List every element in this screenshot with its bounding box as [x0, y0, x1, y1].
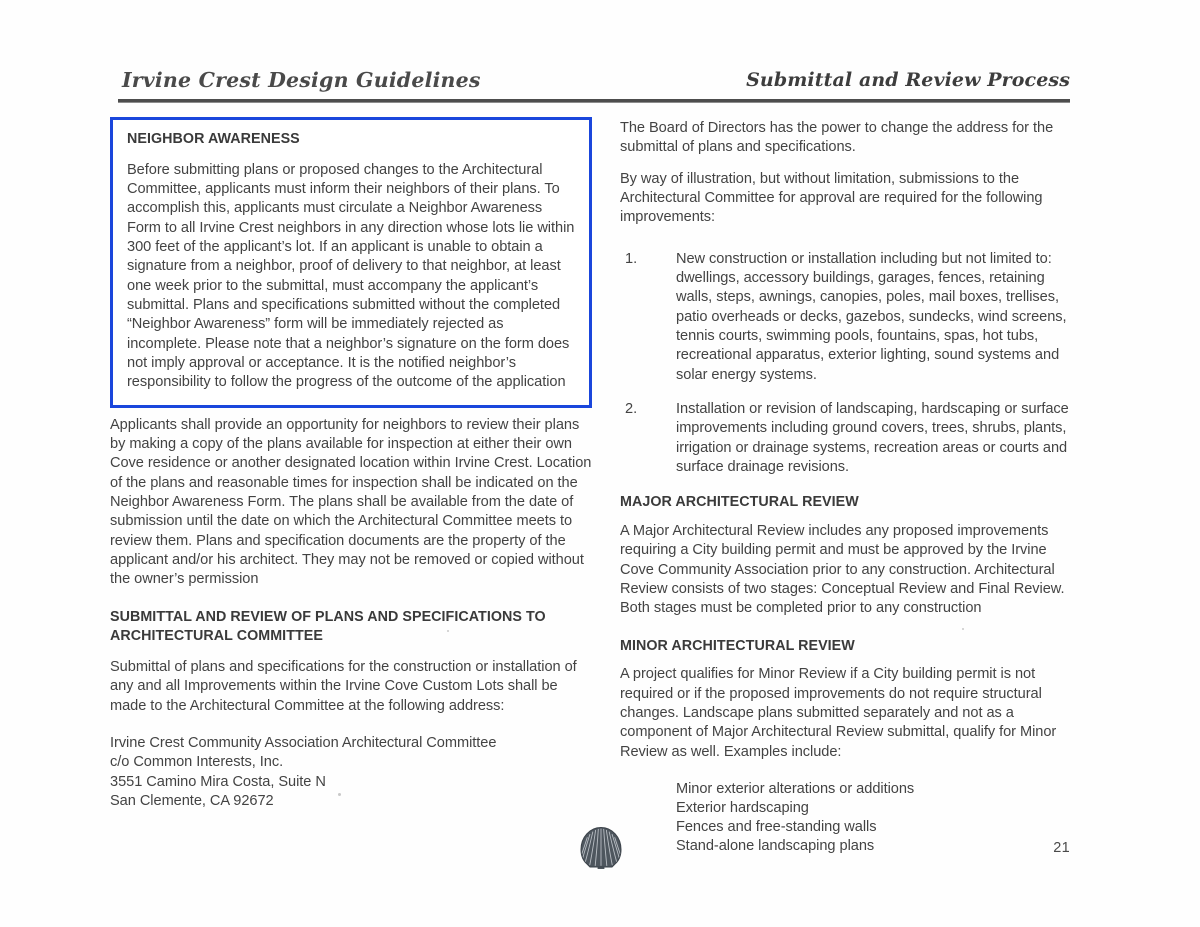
list-item-text: Installation or revision of landscaping, hardscaping or surface improvements including ground covers, trees, shrubs, plants, irrigation or drainage systems, recreation areas or courts and surface drainage revisions. — [676, 400, 1069, 475]
header-section-title: Submittal and Review Process — [746, 69, 1070, 91]
minor-architectural-review-paragraph: A project qualifies for Minor Review if a City building permit is not required or if the proposed improvements do not require structural changes. Landscape plans submitted separately and not as a component of Major Architectural Review submittal, qualify for Minor Review as well. Examples include: — [620, 666, 1057, 760]
left-column — [110, 117, 592, 812]
applicants-opportunity-paragraph: Applicants shall provide an opportunity for neighbors to review their plans by making a copy of the plans available for inspection at either their own Cove residence or another designated location within Irvine Crest. Location of the plans and reasonable times for inspection shall be indicated on the Neighbor Awareness Form. The plans shall be available from the date of submission until the date on which the Architectural Committee meets to review them. Plans and specification documents are the property of the applicant and/or his architect. They may not be removed or copied without the owner’s permission — [110, 416, 592, 588]
spacer — [620, 240, 1072, 250]
header-divider-rule-thin — [118, 102, 1070, 103]
list-item-number: 2. — [625, 400, 638, 417]
page-header — [118, 68, 1070, 104]
submittal-address-paragraph: Submittal of plans and specifications for the construction or installation of any and all Improvements within the Irvine Cove Custom Lots shall be made to the Architectural Committee at the following address: — [110, 659, 577, 714]
list-item: Fences and free-standing walls — [676, 818, 877, 835]
board-of-directors-paragraph: The Board of Directors has the power to change the address for the submittal of plans and specifications. — [620, 120, 1054, 156]
committee-address-block — [110, 734, 592, 812]
illustration-intro-paragraph: By way of illustration, but without limitation, submissions to the Architectural Committee for approval are required for the following improvements: — [620, 170, 1043, 226]
list-item — [620, 400, 1072, 477]
right-column — [620, 119, 1072, 856]
address-line-care-of: c/o Common Interests, Inc. — [110, 754, 284, 771]
callout-heading: NEIGHBOR AWARENESS — [127, 131, 300, 147]
list-item: Exterior hardscaping — [676, 799, 809, 816]
list-item — [620, 250, 1072, 385]
major-architectural-review-paragraph: A Major Architectural Review includes any proposed improvements requiring a City building permit and must be approved by the Irvine Cove Community Association prior to any construction. Architectural Review consists of two stages: Conceptual Review and Final Review. Both stages must be completed prior to any construction — [620, 522, 1065, 617]
major-architectural-review-heading: MAJOR ARCHITECTURAL REVIEW — [620, 494, 859, 511]
scan-speck — [447, 630, 449, 632]
submittal-review-heading: SUBMITTAL AND REVIEW OF PLANS AND SPECIFICATIONS TO ARCHITECTURAL COMMITTEE — [110, 608, 546, 645]
scan-speck — [962, 628, 964, 630]
list-item-text: New construction or installation including but not limited to: dwellings, accessory buildings, garages, fences, retaining walls, steps, awnings, canopies, poles, mail boxes, trellises, patio overheads or decks, gazebos, sundecks, wind screens, tennis courts, swimming pools, fountains, spas, hot tubs, recreational apparatus, exterior lighting, sound systems and solar energy systems. — [676, 250, 1067, 383]
neighbor-awareness-callout-box — [110, 117, 592, 408]
list-item-number: 1. — [625, 250, 638, 267]
header-document-title: Irvine Crest Design Guidelines — [122, 68, 481, 92]
scan-speck — [338, 793, 341, 796]
address-line-city-state-zip: San Clemente, CA 92672 — [110, 793, 274, 810]
address-line-organization: Irvine Crest Community Association Architectural Committee — [110, 735, 497, 752]
scallop-shell-ornament-icon — [578, 826, 624, 870]
spacer — [110, 408, 592, 416]
callout-body-text: Before submitting plans or proposed changes to the Architectural Committee, applicants must inform their neighbors of their plans. To accomplish this, applicants must circulate a Neighbor Awareness Form to all Irvine Crest neighbors in any direction whose lots lie within 300 feet of the applicant’s lot. If an applicant is unable to obtain a signature from a neighbor, proof of delivery to that neighbor, at least one week prior to the submittal, must accompany the applicant’s submittal. Plans and specifications submitted without the completed “Neighbor Awareness” form will be immediately rejected as incomplete. Please note that a neighbor’s signature on the form does not imply approval or acceptance. It is the notified neighbor’s responsibility to follow the progress of the outcome of the application — [127, 161, 575, 391]
list-item: Stand-alone landscaping plans — [676, 837, 875, 854]
address-line-street: 3551 Camino Mira Costa, Suite N — [110, 773, 326, 790]
minor-architectural-review-heading: MINOR ARCHITECTURAL REVIEW — [620, 637, 855, 654]
spacer — [620, 477, 1072, 493]
list-item: Minor exterior alterations or additions — [676, 780, 915, 797]
improvements-numbered-list — [620, 250, 1072, 478]
page-number: 21 — [1053, 840, 1070, 856]
minor-review-examples-list — [620, 780, 1072, 856]
